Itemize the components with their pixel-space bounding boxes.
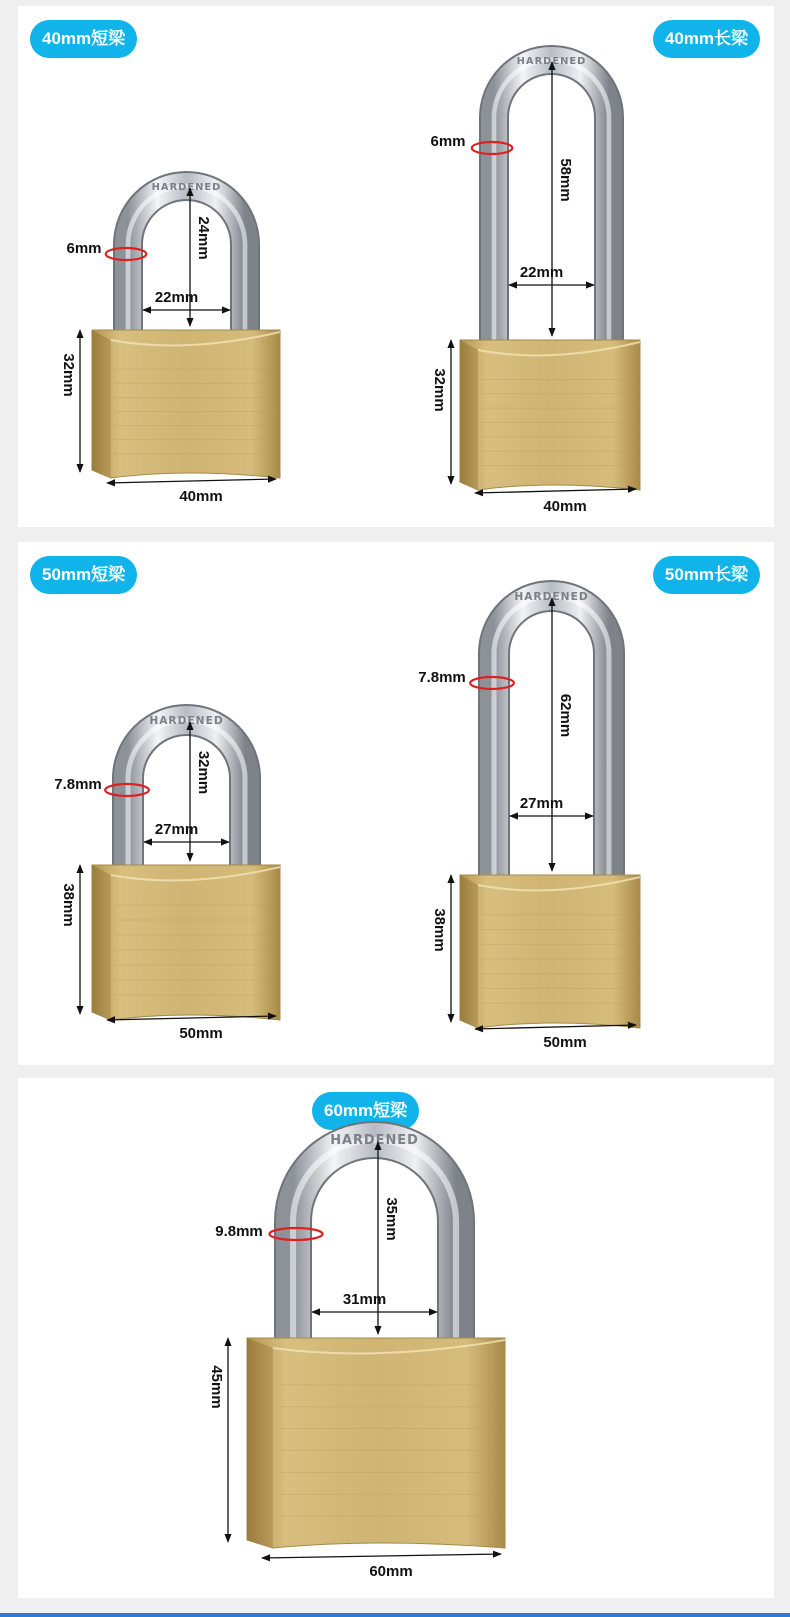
shackle-height-label: 24mm <box>195 216 213 260</box>
padlock-3 <box>54 714 280 1042</box>
shackle-gap-label: 31mm <box>342 1290 387 1308</box>
padlock-4 <box>418 590 640 1051</box>
tag-50mm-short: 50mm短梁 <box>30 556 137 594</box>
shackle-height-label: 58mm <box>557 158 575 202</box>
shackle <box>128 720 245 870</box>
shackle-height-label: 32mm <box>195 750 213 795</box>
body-height-label: 32mm <box>60 353 78 397</box>
padlock-5 <box>208 1133 505 1580</box>
lock-body-side <box>92 865 111 1020</box>
shackle-height-label: 35mm <box>383 1197 401 1241</box>
lock-body-side <box>460 340 478 490</box>
tag-40mm-short: 40mm短梁 <box>30 20 137 58</box>
padlock-2 <box>430 56 640 515</box>
body-width-label: 50mm <box>543 1033 587 1051</box>
shackle <box>128 186 245 335</box>
shackle-diameter-label: 6mm <box>66 239 102 257</box>
body-height-label: 38mm <box>60 883 78 927</box>
shackle-diameter-label: 6mm <box>430 132 466 150</box>
body-width-label: 50mm <box>179 1024 223 1042</box>
shackle-engraving: HARDENED <box>330 1133 419 1148</box>
body-width-label: 40mm <box>543 497 587 515</box>
lock-body <box>247 1338 505 1548</box>
body-width-arrow <box>475 489 636 493</box>
lock-body-side <box>247 1338 273 1548</box>
lock-body <box>460 875 640 1028</box>
body-width-arrow <box>262 1554 501 1558</box>
tag-60mm-short: 60mm短梁 <box>312 1092 419 1130</box>
body-height-label: 38mm <box>431 908 449 952</box>
body-height-label: 45mm <box>208 1365 226 1409</box>
body-width-label: 60mm <box>369 1562 413 1580</box>
shackle-gap-label: 22mm <box>154 288 199 306</box>
shackle-diameter-label: 9.8mm <box>215 1222 263 1240</box>
shackle-engraving: HARDENED <box>149 714 224 727</box>
shackle-diameter-label: 7.8mm <box>54 775 102 793</box>
shackle-engraving: HARDENED <box>151 182 222 193</box>
shackle-engraving: HARDENED <box>514 590 589 603</box>
shackle-engraving: HARDENED <box>516 56 587 67</box>
lock-body-side <box>92 330 111 478</box>
shackle-diameter-label: 7.8mm <box>418 668 466 686</box>
shackle-height-label: 62mm <box>557 693 575 738</box>
lock-body <box>92 865 280 1020</box>
padlock-1 <box>60 182 280 505</box>
lock-body-side <box>460 875 478 1028</box>
body-height-label: 32mm <box>431 368 449 412</box>
shackle-gap-label: 22mm <box>519 263 564 281</box>
shackle-gap-label: 27mm <box>519 794 564 812</box>
lock-body <box>92 330 280 478</box>
bottom-accent-bar <box>0 1613 790 1617</box>
tag-40mm-long: 40mm长梁 <box>653 20 760 58</box>
body-width-arrow <box>107 479 276 483</box>
shackle-gap-label: 27mm <box>154 820 199 838</box>
tag-50mm-long: 50mm长梁 <box>653 556 760 594</box>
lock-body <box>460 340 640 490</box>
body-width-label: 40mm <box>179 487 223 505</box>
